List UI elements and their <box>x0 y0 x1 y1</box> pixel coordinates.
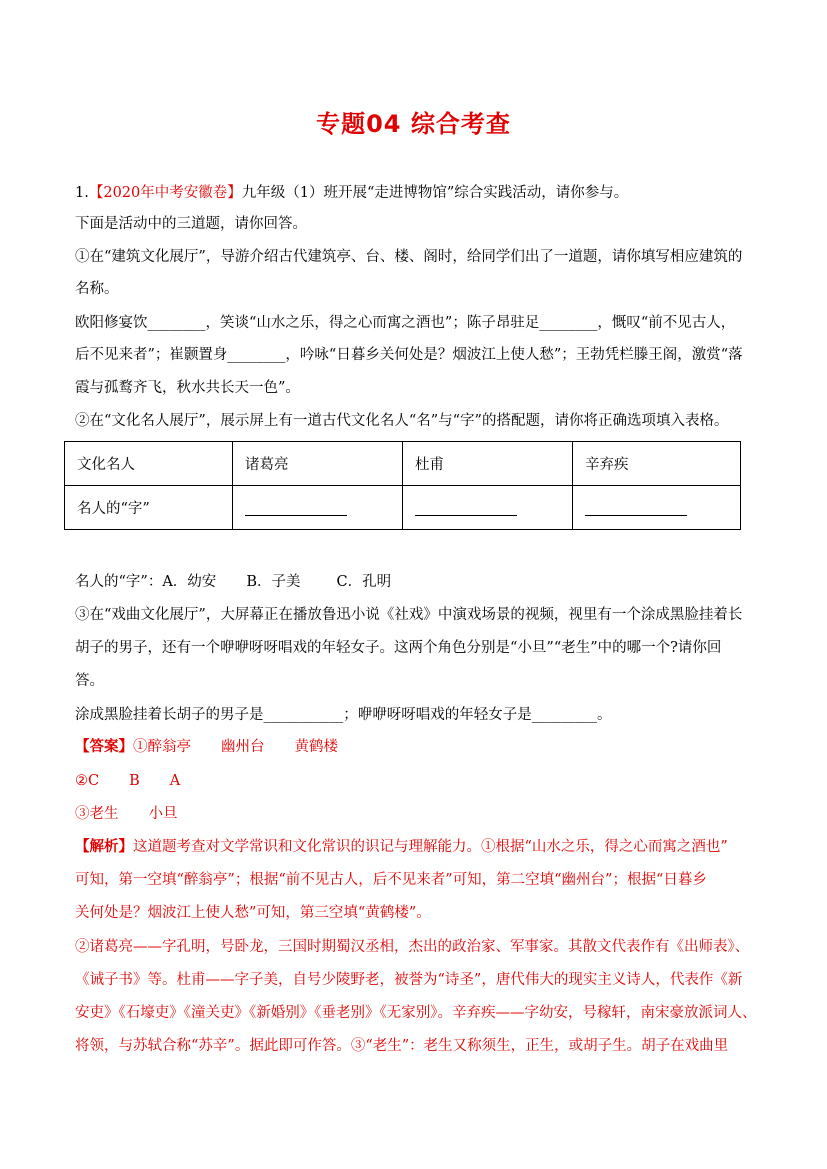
answer-item: 幽州台 <box>221 739 265 755</box>
analysis-text: 关何处是？烟波江上使人愁”可知，第三空填“黄鹤楼”。 <box>75 905 431 921</box>
table-cell: 文化名人 <box>65 442 233 486</box>
part2-text: ②在“文化名人展厅”，展示屏上有一道古代文化名人“名”与“字”的搭配题，请你将正确选项填入表格。 <box>75 413 729 429</box>
answer-blank[interactable] <box>585 514 687 516</box>
question-1-header <box>75 183 628 203</box>
question-intro: 九年级（1）班开展“走进博物馆”综合实践活动，请你参与。 <box>241 185 629 201</box>
answer-line <box>75 771 180 791</box>
options-line <box>75 572 391 592</box>
question-number: 1. <box>75 185 89 201</box>
part1-text: ①在“建筑文化展厅”，导游介绍古代建筑亭、台、楼、阁时，给同学们出了一道题，请你填写相应建筑的 <box>75 249 743 265</box>
table-cell: 诸葛亮 <box>233 442 403 486</box>
table-cell: 名人的“字” <box>65 486 233 530</box>
answer-item: ②C <box>75 773 100 789</box>
question-instruction: 下面是活动中的三道题，请你回答。 <box>75 216 307 232</box>
answer-line <box>75 737 338 757</box>
part3-text: 涂成黑脸挂着长胡子的男子是___________；咿咿呀呀唱戏的年轻女子是_________。 <box>75 707 612 723</box>
answer-item: ③老生 <box>75 806 119 822</box>
analysis-text: 《诫子书》等。杜甫——字子美，自号少陵野老，被誉为“诗圣”，唐代伟大的现实主义诗人，代表作《新 <box>75 972 743 988</box>
option-b: B．子美 <box>246 574 301 590</box>
analysis-text: 将领，与苏轼合称“苏辛”。据此即可作答。③“老生”：老生又称须生，正生，或胡子生。胡子在戏曲里 <box>75 1038 729 1054</box>
answer-item: A <box>169 773 181 789</box>
answer-line <box>75 804 178 824</box>
option-c: C．孔明 <box>336 574 392 590</box>
source-tag: 【2020年中考安徽卷】 <box>88 185 242 201</box>
answer-blank[interactable] <box>415 514 517 516</box>
part1-text: 霞与孤鹜齐飞，秋水共长天一色”。 <box>75 380 300 396</box>
answer-label: 【答案】 <box>75 738 133 755</box>
analysis-text: ②诸葛亮——字孔明，号卧龙，三国时期蜀汉丞相，杰出的政治家、军事家。其散文代表作有《出师表》、 <box>75 939 750 955</box>
answer-item: ①醉翁亭 <box>133 739 191 755</box>
table-row <box>65 486 741 530</box>
page-title: 专题04 综合考查 <box>316 110 511 138</box>
analysis-text: 可知，第一空填“醉翁亭”；根据“前不见古人，后不见来者”可知，第二空填“幽州台”；根据“日暮乡 <box>75 872 707 888</box>
answer-blank[interactable] <box>245 514 347 516</box>
options-label: 名人的“字”： <box>75 574 163 590</box>
analysis-line <box>75 837 728 857</box>
part1-text: 后不见来者”；崔颢置身________，吟咏“日暮乡关何处是？烟波江上使人愁”；王勃凭栏滕王阁，激赏“落 <box>75 347 743 363</box>
analysis-label: 【解析】 <box>75 838 133 855</box>
answer-blank-cell[interactable] <box>233 486 403 530</box>
analysis-text: 安吏》《石壕吏》《潼关吏》《新婚别》《垂老别》《无家别》。辛弃疾——字幼安，号稼轩，南宋豪放派词人、 <box>75 1005 757 1021</box>
table-row <box>65 442 741 486</box>
name-style-table <box>64 441 741 530</box>
analysis-text: 这道题考查对文学常识和文化常识的识记与理解能力。①根据“山水之乐，得之心而寓之酒也” <box>133 839 728 855</box>
answer-item: 黄鹤楼 <box>294 739 338 755</box>
answer-blank-cell[interactable] <box>403 486 573 530</box>
table-cell: 杜甫 <box>403 442 573 486</box>
part3-text: 答。 <box>75 673 104 689</box>
part1-text: 名称。 <box>75 281 119 297</box>
answer-blank-cell[interactable] <box>573 486 741 530</box>
answer-item: 小旦 <box>148 806 178 822</box>
part3-text: ③在“戏曲文化展厅”，大屏幕正在播放鲁迅小说《社戏》中演戏场景的视频，视里有一个涂成黑脸挂着长 <box>75 607 743 623</box>
part1-text: 欧阳修宴饮________，笑谈“山水之乐，得之心而寓之酒也”；陈子昂驻足________，慨叹“前不见古人， <box>75 315 736 331</box>
table-cell: 辛弃疾 <box>573 442 741 486</box>
answer-item: B <box>129 773 140 789</box>
part3-text: 胡子的男子，还有一个咿咿呀呀唱戏的年轻女子。这两个角色分别是“小旦”“老生”中的哪一个?请你回 <box>75 640 722 656</box>
option-a: A．幼安 <box>162 574 217 590</box>
